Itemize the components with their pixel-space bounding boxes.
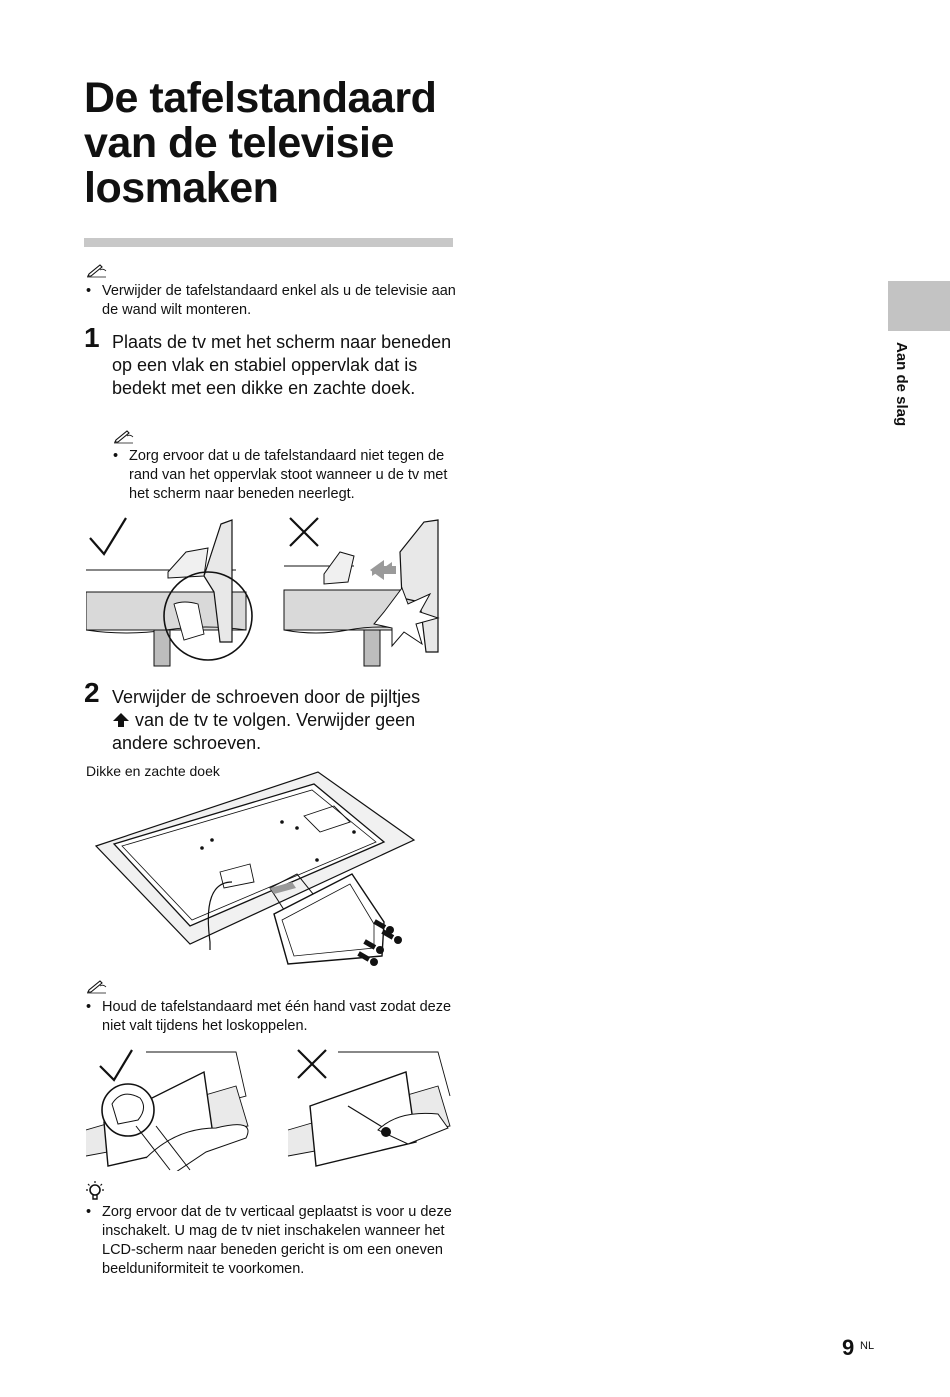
step-2-text-before: Verwijder de schroeven door de pijltjes — [112, 687, 421, 707]
step-1-text: Plaats de tv met het scherm naar beneden op een vlak en stabiel oppervlak dat is bedekt met een dikke en zachte doek. — [112, 332, 452, 398]
hold-stand-figure — [86, 1046, 451, 1171]
step-1-note-text: Zorg ervoor dat u de tafelstandaard niet tegen de rand van het oppervlak stoot wanneer u de tv met het scherm naar beneden neerlegt. — [129, 448, 448, 502]
step-2-text — [112, 686, 457, 755]
page-title — [84, 76, 484, 211]
title-line-2: van de televisie — [84, 119, 394, 167]
page-language-suffix: NL — [860, 1340, 875, 1352]
title-line-3: losmaken — [84, 164, 279, 212]
arrow-left-icon — [370, 560, 396, 580]
pencil-note-icon — [113, 430, 135, 444]
correct-hold-illustration — [86, 1050, 248, 1171]
step-1-number: 1 — [84, 322, 100, 353]
cloth-label: Dikke en zachte doek — [86, 763, 220, 779]
check-icon — [100, 1050, 132, 1080]
pencil-note-icon — [86, 264, 108, 278]
note-text-1: Verwijder de tafelstandaard enkel als u de televisie aan de wand wilt monteren. — [102, 283, 456, 318]
tip-bullet: • Zorg ervoor dat de tv verticaal geplaatst is voor u deze inschakelt. U mag de tv niet inschakelen wanneer het LCD-scherm naar beneden gericht is om een oneven beelduniformiteit te voorkomen. — [86, 1203, 456, 1283]
side-label-text: Aan de slag — [893, 342, 910, 427]
title-line-1: De tafelstandaard — [84, 74, 437, 122]
tip-text: Zorg ervoor dat de tv verticaal geplaatst is voor u deze inschakelt. U mag de tv niet inschakelen wanneer het LCD-scherm naar beneden gericht is om een oneven beelduniformiteit te voorkomen. — [102, 1204, 452, 1277]
note-text-2: Houd de tafelstandaard met één hand vast zodat deze niet valt tijdens het loskoppelen. — [102, 999, 452, 1034]
lightbulb-tip-icon — [86, 1181, 104, 1201]
note-bullet-2: • Houd de tafelstandaard met één hand vast zodat deze niet valt tijdens het loskoppelen. — [86, 998, 456, 1038]
title-rule — [84, 238, 453, 247]
placement-figure — [86, 512, 446, 672]
section-tab — [888, 281, 950, 331]
arrow-up-icon — [112, 712, 130, 728]
check-icon — [90, 518, 126, 554]
section-side-label — [888, 342, 914, 452]
incorrect-hold-illustration — [288, 1050, 450, 1166]
step-1-note-bullet: • Zorg ervoor dat u de tafelstandaard niet tegen de rand van het oppervlak stoot wanneer u de tv met het scherm naar beneden neerlegt. — [113, 447, 458, 507]
correct-placement-illustration — [86, 518, 252, 666]
page-number: 9 — [842, 1335, 855, 1360]
screws-removal-figure — [92, 770, 422, 970]
cross-icon — [298, 1050, 326, 1078]
step-2-text-after: van de tv te volgen. Verwijder geen andere schroeven. — [112, 710, 416, 753]
incorrect-placement-illustration — [284, 518, 438, 666]
step-2-number: 2 — [84, 677, 100, 708]
cross-icon — [290, 518, 318, 546]
note-bullet-1: • Verwijder de tafelstandaard enkel als u de televisie aan de wand wilt monteren. — [86, 283, 456, 318]
pencil-note-icon — [86, 980, 108, 994]
